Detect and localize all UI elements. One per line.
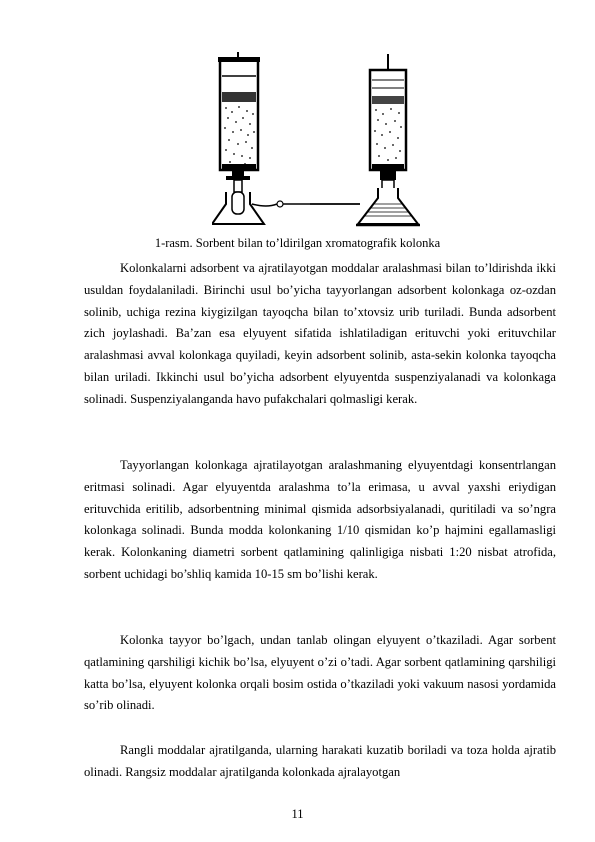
paragraph-3: Kolonka tayyor bo’lgach, undan tanlab olingan elyuyent o’tkaziladi. Agar sorbent qatlamining qarshiligi kichik bo’lsa, elyuyent o’zi o’tadi. Agar sorbent qatlamining qarshiligi katta bo’lsa, elyuyent kolonka orqali bosim ostida o’tkaziladi yoki vakuum nasosi yordamida so’rib olinadi. — [84, 633, 556, 713]
paragraph-4: Rangli moddalar ajratilganda, ularning harakati kuzatib boriladi va toza holda ajratib olinadi. Rangsiz moddalar ajratilganda kolonkada ajralayotgan — [84, 743, 556, 779]
paragraph-2: Tayyorlangan kolonkaga ajratilayotgan aralashmaning elyuyentdagi konsentrlangan eritmasi solinadi. Agar elyuyentda aralashma to’la erimasa, u avval yaxshi eriydigan erituvchida eritilib, adsorbentning minimal qismida adsorbsiyalanadi, quritiladi va so’ngra kolonkaga solinadi. Bunda modda kolonkaning 1/10 qismidan ko’p hajmini egallamasligi kerak. Kolonkaning diametri sorbent qatlamining qalinligiga nisbati 1:20 nisbat atrofida, sorbent uchidagi bo’shliq kamida 10-15 sm bo’lishi kerak. — [84, 458, 556, 581]
paragraph-1: Kolonkalarni adsorbent va ajratilayotgan moddalar aralashmasi bilan to’ldirishda ikki usuldan foydalaniladi. Birinchi usul bo’yicha tayyorlangan adsorbent kolonkaga oz-ozdan solinib, uchiga rezina kiygizilgan tayoqcha bilan to’xtovsiz urib turiladi. Bunda adsorbent zich joylashadi. Ba’zan esa elyuyent sifatida ishlatiladigan erituvchi yoki erituvchilar aralashmasi avval kolonkaga quyiladi, keyin adsorbent solinib, asta-sekin kolonka tayoqcha bilan uriladi. Ikkinchi usul bo’yicha adsorbent elyuyentda suspenziyalanadi va kolonkaga solinadi. Suspenziyalanganda havo pufakchalari qolmasligi kerak. — [84, 261, 556, 406]
figure-caption: 1-rasm. Sorbent bilan to’ldirilgan xromatografik kolonka — [154, 236, 441, 250]
chromatography-column-icon — [212, 52, 426, 230]
page-number: 11 — [291, 807, 304, 821]
figure-chromatography-columns — [212, 52, 426, 230]
